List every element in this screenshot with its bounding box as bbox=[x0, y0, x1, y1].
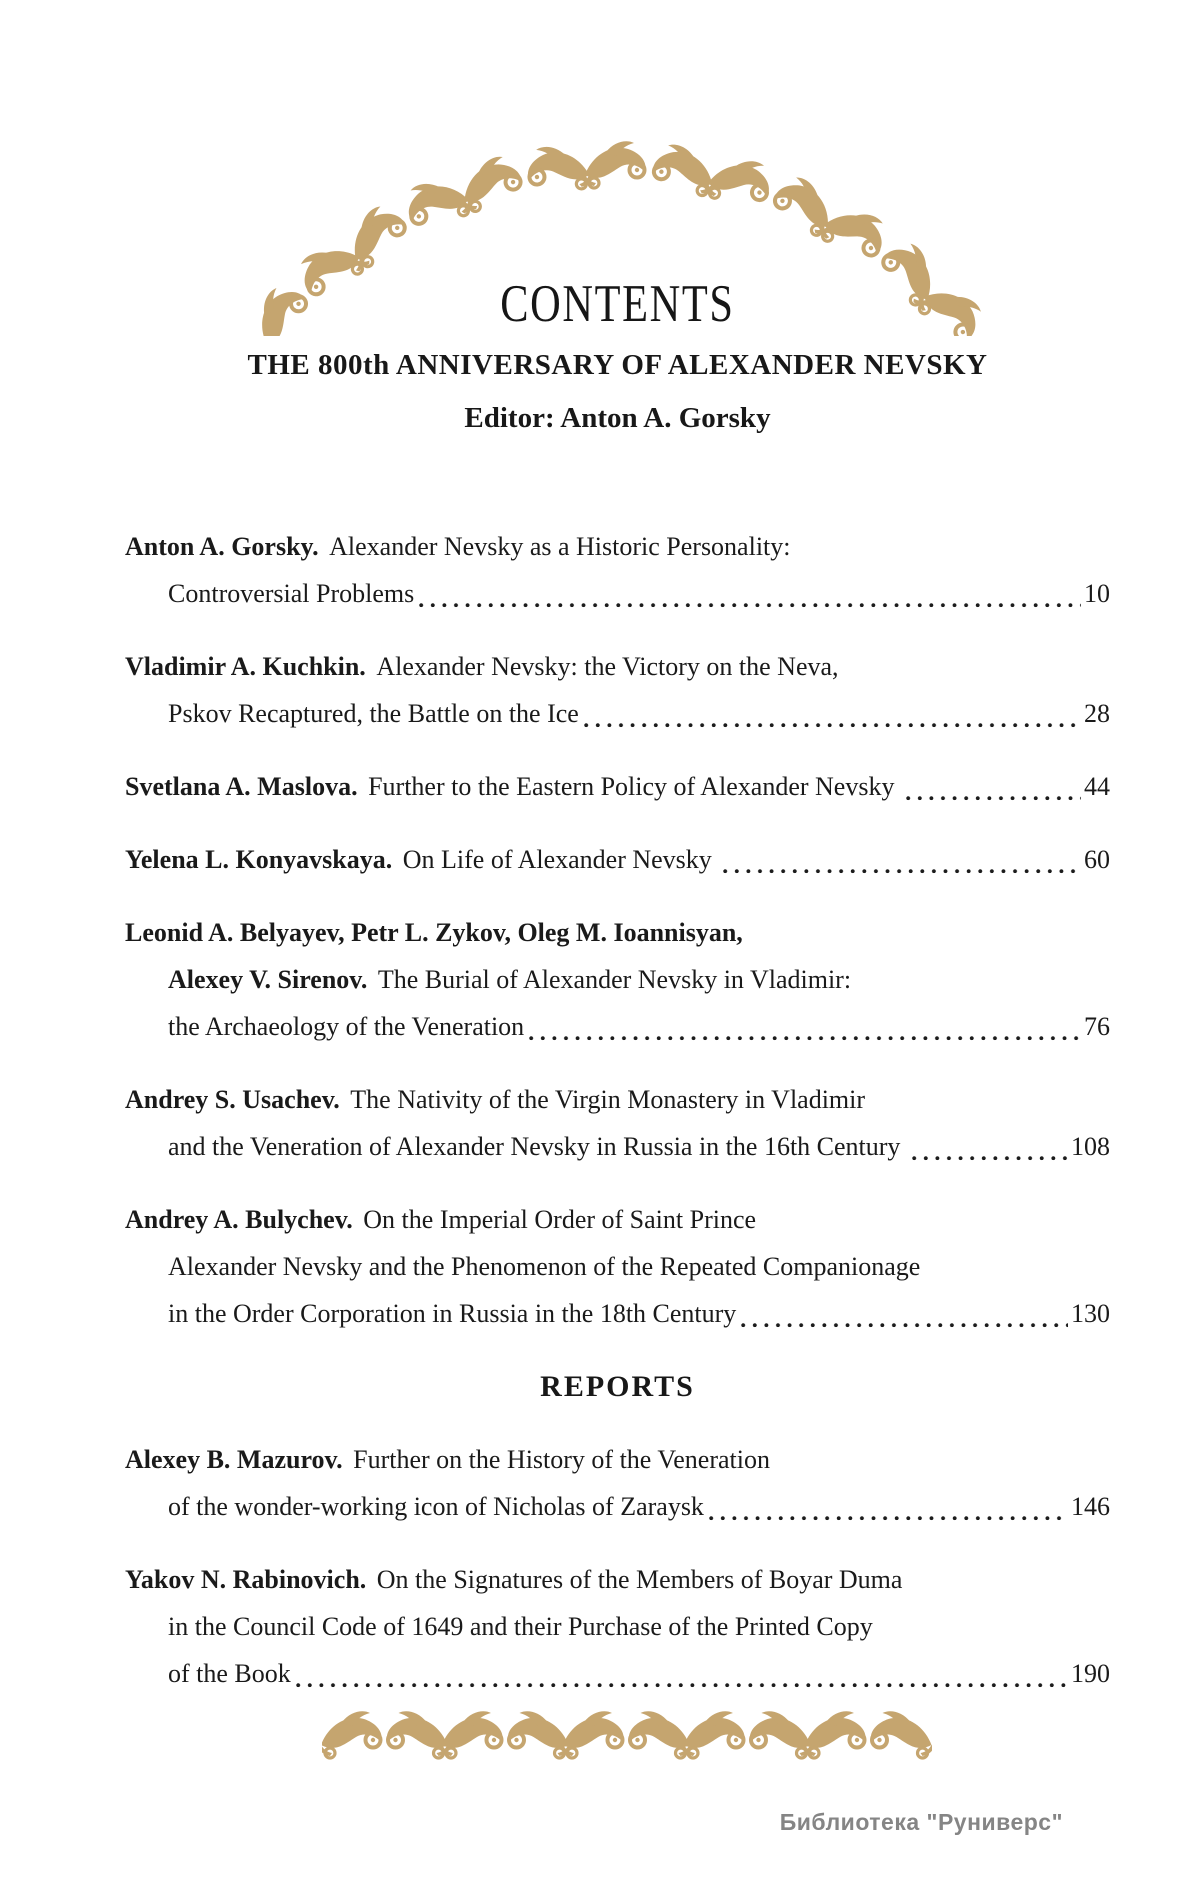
dot-leader bbox=[907, 1123, 1071, 1170]
dot-leader bbox=[704, 1483, 1071, 1530]
toc-line bbox=[125, 763, 1110, 810]
toc-line bbox=[125, 1196, 1110, 1243]
issue-subtitle: THE 800th ANNIVERSARY OF ALEXANDER NEVSKY bbox=[247, 349, 988, 381]
toc-entry bbox=[125, 1556, 1110, 1697]
article-title: The Burial of Alexander Nevsky in Vladimir: bbox=[377, 965, 852, 994]
toc-entry bbox=[125, 1436, 1110, 1530]
author-name: Andrey S. Usachev. bbox=[125, 1085, 347, 1114]
toc-entry bbox=[125, 763, 1110, 810]
toc-line bbox=[125, 690, 1110, 737]
page-number: 28 bbox=[1084, 699, 1110, 728]
library-watermark: Библиотека "Руниверс" bbox=[779, 1809, 1063, 1835]
page-number: 76 bbox=[1084, 1012, 1110, 1041]
toc-line bbox=[125, 570, 1110, 617]
article-title: Alexander Nevsky as a Historic Personality: bbox=[329, 532, 791, 561]
author-name: Alexey B. Mazurov. bbox=[125, 1445, 350, 1474]
author-name: Svetlana A. Maslova. bbox=[125, 772, 365, 801]
article-title: of the wonder-working icon of Nicholas of Zaraysk bbox=[168, 1492, 704, 1521]
toc-line bbox=[125, 643, 1110, 690]
dot-leader bbox=[901, 763, 1084, 810]
dot-leader bbox=[291, 1650, 1071, 1697]
article-title: Further to the Eastern Policy of Alexander Nevsky bbox=[368, 772, 901, 801]
article-title: of the Book bbox=[168, 1659, 291, 1688]
toc-line bbox=[125, 1650, 1110, 1697]
toc bbox=[125, 523, 1110, 1723]
page-number: 10 bbox=[1084, 579, 1110, 608]
toc-line bbox=[125, 1603, 1110, 1650]
toc-entry bbox=[125, 523, 1110, 617]
article-title: the Archaeology of the Veneration bbox=[168, 1012, 525, 1041]
toc-line bbox=[125, 1243, 1110, 1290]
toc-line bbox=[125, 1290, 1110, 1337]
dot-leader bbox=[579, 690, 1084, 737]
toc-entry bbox=[125, 643, 1110, 737]
page-number: 60 bbox=[1084, 845, 1110, 874]
toc-line bbox=[125, 909, 1110, 956]
article-title: On Life of Alexander Nevsky bbox=[402, 845, 719, 874]
toc-line bbox=[125, 1483, 1110, 1530]
article-title: Alexander Nevsky: the Victory on the Neva, bbox=[376, 652, 839, 681]
author-name: Andrey A. Bulychev. bbox=[125, 1205, 360, 1234]
dot-leader bbox=[524, 1003, 1084, 1050]
author-name: Yakov N. Rabinovich. bbox=[125, 1565, 373, 1594]
page-number: 130 bbox=[1071, 1299, 1110, 1328]
article-title: Further on the History of the Veneration bbox=[353, 1445, 770, 1474]
toc-line bbox=[125, 1076, 1110, 1123]
toc-line bbox=[125, 523, 1110, 570]
author-name: Leonid A. Belyayev, Petr L. Zykov, Oleg M. Ioannisyan, bbox=[125, 918, 743, 947]
article-title: Alexander Nevsky and the Phenomenon of the Repeated Companionage bbox=[168, 1252, 921, 1281]
bottom-band-ornament-icon bbox=[322, 1709, 932, 1761]
header bbox=[125, 276, 1110, 434]
dot-leader bbox=[736, 1290, 1071, 1337]
toc-line bbox=[125, 956, 1110, 1003]
article-title: and the Veneration of Alexander Nevsky in Russia in the 16th Century bbox=[168, 1132, 907, 1161]
article-title: Pskov Recaptured, the Battle on the Ice bbox=[168, 699, 579, 728]
article-title: On the Imperial Order of Saint Prince bbox=[363, 1205, 757, 1234]
author-name: Anton A. Gorsky. bbox=[125, 532, 326, 561]
toc-line bbox=[125, 1003, 1110, 1050]
page-number: 146 bbox=[1071, 1492, 1110, 1521]
dot-leader bbox=[718, 836, 1084, 883]
page-number: 108 bbox=[1071, 1132, 1110, 1161]
section-heading: REPORTS bbox=[540, 1370, 695, 1403]
toc-line bbox=[125, 836, 1110, 883]
article-title: Controversial Problems bbox=[168, 579, 415, 608]
toc-entry bbox=[125, 1196, 1110, 1337]
toc-line bbox=[125, 1556, 1110, 1603]
author-name: Vladimir A. Kuchkin. bbox=[125, 652, 373, 681]
toc-line bbox=[125, 1123, 1110, 1170]
toc-line bbox=[125, 1436, 1110, 1483]
page-title: CONTENTS bbox=[500, 275, 735, 333]
article-title: in the Order Corporation in Russia in the 18th Century bbox=[168, 1299, 737, 1328]
author-name: Alexey V. Sirenov. bbox=[168, 965, 374, 994]
page-number: 190 bbox=[1071, 1659, 1110, 1688]
article-title: The Nativity of the Virgin Monastery in Vladimir bbox=[350, 1085, 866, 1114]
toc-entry bbox=[125, 836, 1110, 883]
author-name: Yelena L. Konyavskaya. bbox=[125, 845, 399, 874]
dot-leader bbox=[414, 570, 1084, 617]
editor-line: Editor: Anton A. Gorsky bbox=[464, 402, 771, 434]
page-number: 44 bbox=[1084, 772, 1110, 801]
toc-entry bbox=[125, 909, 1110, 1050]
toc-entry bbox=[125, 1076, 1110, 1170]
article-title: in the Council Code of 1649 and their Purchase of the Printed Copy bbox=[168, 1612, 873, 1641]
article-title: On the Signatures of the Members of Boyar Duma bbox=[376, 1565, 903, 1594]
